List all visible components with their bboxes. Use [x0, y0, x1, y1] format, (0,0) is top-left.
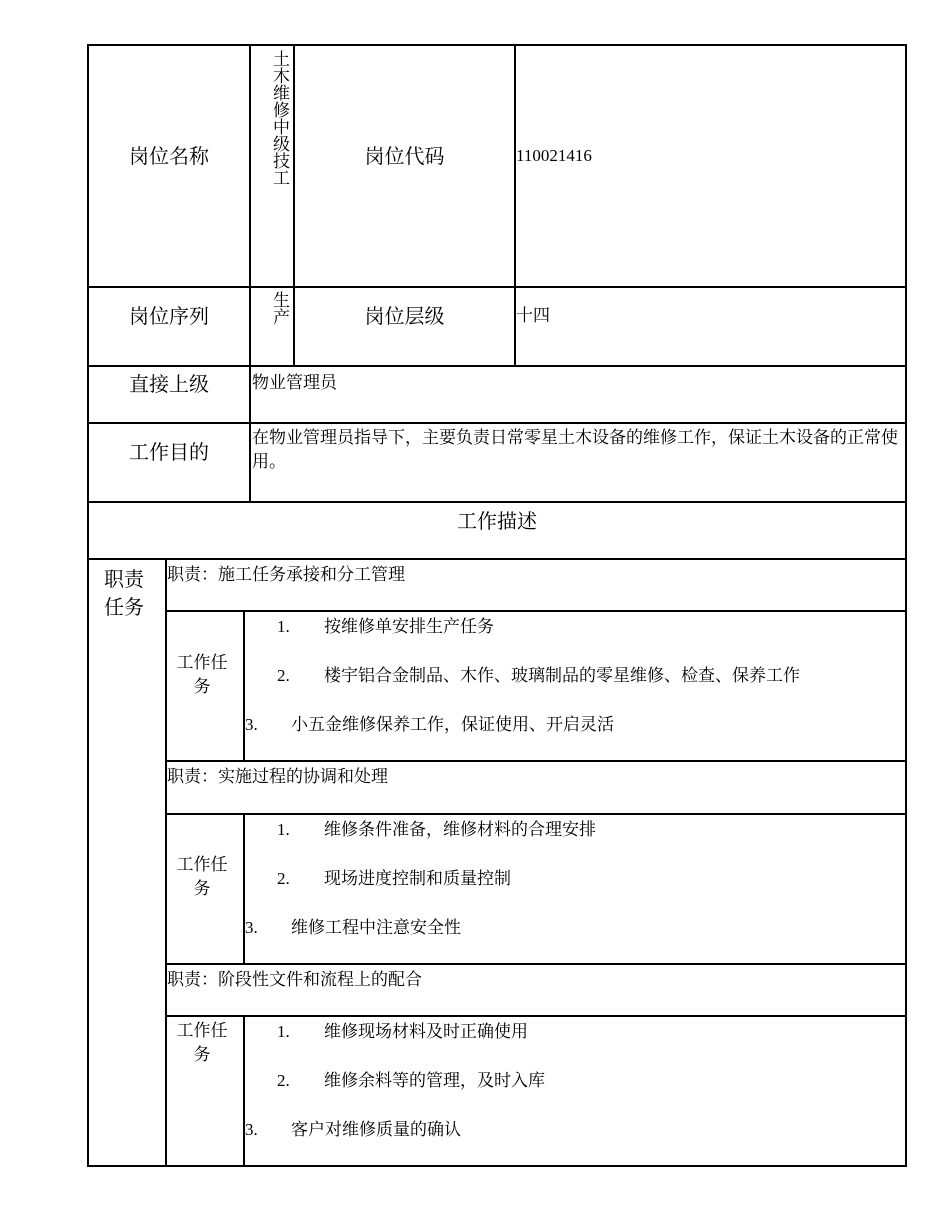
post-series-value: 生产 — [269, 291, 289, 325]
row-divider — [165, 813, 907, 815]
purpose-label: 工作目的 — [129, 440, 209, 464]
task-number: 1. — [277, 820, 290, 839]
task-number: 1. — [277, 1022, 290, 1041]
task-label: 工作任务 — [176, 1021, 228, 1065]
row-divider — [165, 1015, 907, 1017]
post-code-label: 岗位代码 — [364, 144, 445, 168]
table-border-bottom — [87, 1165, 907, 1167]
duties-label: 职责任务 — [104, 567, 144, 619]
column-divider — [243, 1015, 245, 1167]
row-divider — [165, 610, 907, 612]
post-level-value: 十四 — [516, 306, 550, 326]
row-divider — [165, 760, 907, 762]
post-level-label: 岗位层级 — [364, 304, 445, 328]
row-divider — [87, 501, 907, 503]
row-divider — [87, 422, 907, 424]
task-text: 维修余料等的管理，及时入库 — [324, 1071, 545, 1091]
task-label: 工作任务 — [176, 855, 228, 899]
row-divider — [87, 365, 907, 367]
task-number: 3. — [245, 715, 258, 734]
task-text: 按维修单安排生产任务 — [324, 617, 494, 637]
table-border-top — [87, 44, 907, 46]
task-number: 2. — [277, 666, 290, 685]
duty-title: 职责：施工任务承接和分工管理 — [167, 565, 405, 585]
column-divider — [243, 813, 245, 965]
description-header: 工作描述 — [457, 509, 537, 533]
task-number: 3. — [245, 1120, 258, 1139]
task-text: 维修现场材料及时正确使用 — [324, 1022, 528, 1042]
duty-title: 职责：阶段性文件和流程上的配合 — [167, 970, 422, 990]
post-name-label: 岗位名称 — [129, 144, 209, 168]
task-label: 工作任务 — [176, 653, 228, 697]
task-text: 维修工程中注意安全性 — [291, 918, 461, 938]
task-text: 楼宇铝合金制品、木作、玻璃制品的零星维修、检查、保养工作 — [324, 666, 800, 686]
superior-value: 物业管理员 — [252, 373, 337, 393]
task-number: 1. — [277, 617, 290, 636]
task-text: 客户对维修质量的确认 — [291, 1120, 461, 1140]
post-series-label: 岗位序列 — [129, 304, 209, 328]
row-divider — [87, 286, 907, 288]
row-divider — [165, 963, 907, 965]
task-number: 3. — [245, 918, 258, 937]
duty-title: 职责：实施过程的协调和处理 — [167, 767, 388, 787]
task-text: 小五金维修保养工作，保证使用、开启灵活 — [291, 715, 614, 735]
task-number: 2. — [277, 869, 290, 888]
superior-label: 直接上级 — [129, 372, 209, 396]
row-divider — [87, 558, 907, 560]
purpose-value: 在物业管理员指导下，主要负责日常零星土木设备的维修工作，保证土木设备的正常使用。 — [252, 428, 898, 472]
table-border-left — [87, 44, 89, 1167]
task-number: 2. — [277, 1071, 290, 1090]
column-divider — [243, 610, 245, 762]
task-text: 维修条件准备，维修材料的合理安排 — [324, 820, 596, 840]
column-divider — [165, 558, 167, 1167]
post-name-value: 土木维修中级技工 — [269, 50, 289, 186]
post-code-value: 110021416 — [516, 146, 592, 165]
table-border-right — [905, 44, 907, 1167]
task-text: 现场进度控制和质量控制 — [324, 869, 511, 889]
